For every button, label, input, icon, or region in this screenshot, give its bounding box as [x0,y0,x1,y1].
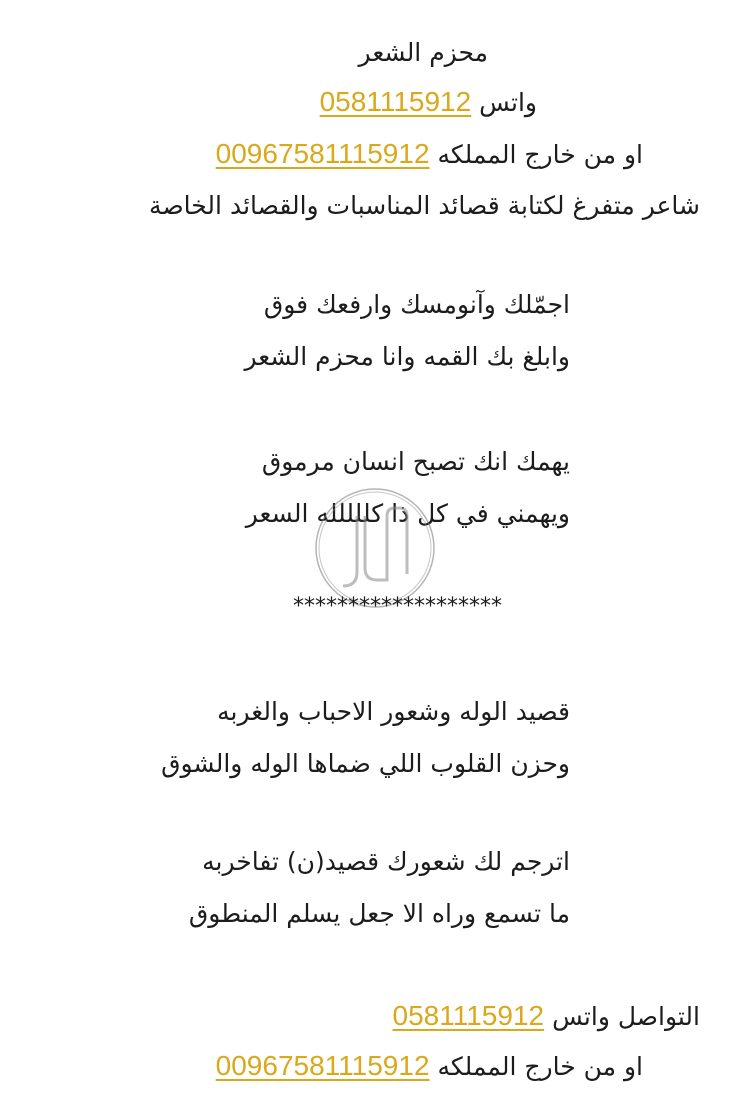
poem-line: وابلغ بك القمه وانا محزم الشعر [244,342,570,371]
poet-name: محزم الشعر [358,38,488,67]
poem-line: اجمّلك وآنومسك وارفعك فوق [263,290,570,319]
poem-line: اترجم لك شعورك قصيد(ن) تفاخربه [202,847,570,876]
poem-line: قصيد الوله وشعور الاحباب والغربه [217,697,570,726]
footer-abroad-label: او من خارج المملكه [437,1052,643,1081]
poem-line: ما تسمع وراه الا جعل يسلم المنطوق [188,899,570,928]
separator: ******************* [293,594,502,619]
tagline: شاعر متفرغ لكتابة قصائد المناسبات والقصائد الخاصة [149,191,700,220]
poem-line: ويهمني في كل ذا كللللله السعر [245,499,570,528]
abroad-line [216,137,643,172]
footer-whatsapp-link[interactable]: 0581115912 [392,1000,545,1031]
footer-abroad-link[interactable]: 00967581115912 [215,1050,430,1081]
whatsapp-line [320,85,537,120]
contact-label: التواصل واتس [552,1002,700,1031]
poem-line: وحزن القلوب اللي ضماها الوله والشوق [161,749,570,778]
whatsapp-label: واتس [479,88,537,117]
abroad-number-link[interactable]: 00967581115912 [215,138,430,169]
footer-contact-line [393,999,700,1034]
poem-line: يهمك انك تصبح انسان مرموق [261,447,570,476]
abroad-label: او من خارج المملكه [437,140,643,169]
footer-abroad-line [216,1049,643,1084]
whatsapp-number-link[interactable]: 0581115912 [319,86,472,117]
